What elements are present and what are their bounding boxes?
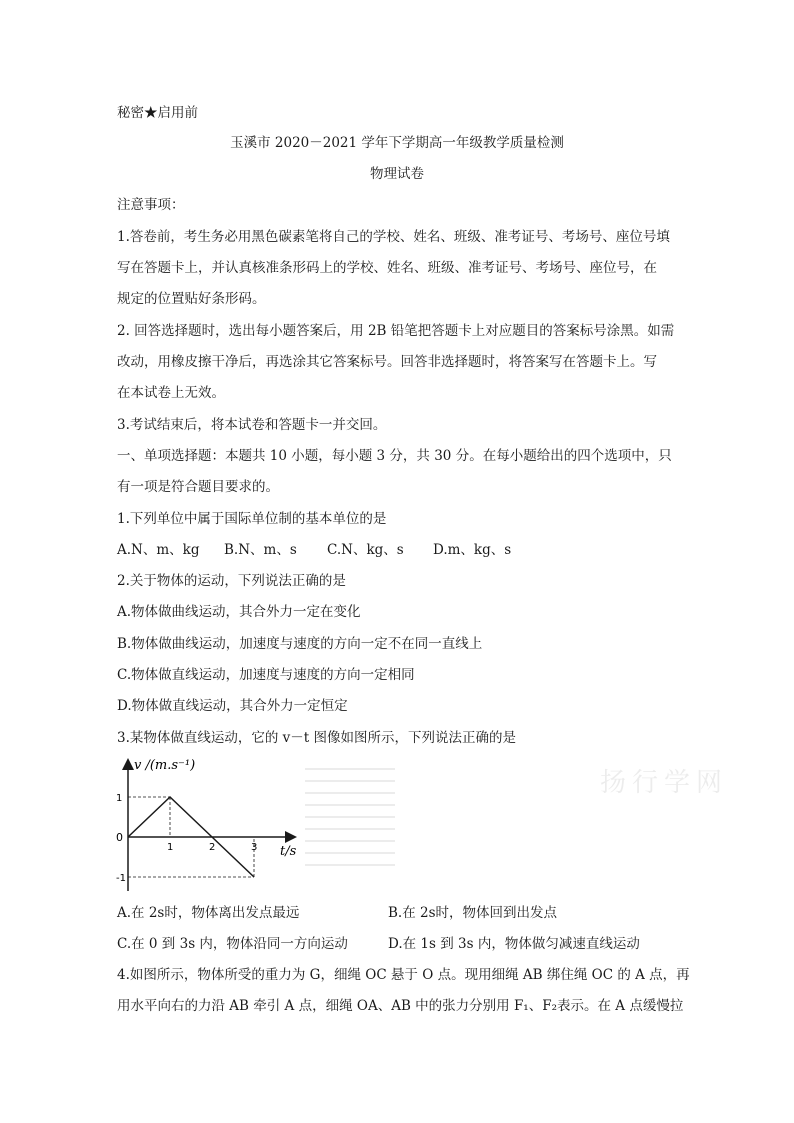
x-axis-label: t/s <box>280 844 297 859</box>
section-heading: 一、单项选择题：本题共 10 小题，每小题 3 分，共 30 分。在每小题给出的四个选项中，只 <box>117 448 672 464</box>
section-heading: 有一项是符合题目要求的。 <box>117 479 279 495</box>
q1-option-b: B.N、m、s <box>224 542 297 558</box>
x-tick-label: 3 <box>251 842 258 853</box>
notice-line: 规定的位置贴好条形码。 <box>117 291 266 307</box>
subject-title: 物理试卷 <box>370 166 424 182</box>
bleed-through <box>305 758 395 893</box>
q2-option-d: D.物体做直线运动，其合外力一定恒定 <box>117 698 348 714</box>
notice-line: 3.考试结束后，将本试卷和答题卡一并交回。 <box>117 417 387 433</box>
x-tick-label: 1 <box>167 842 174 853</box>
vt-graph <box>108 755 308 895</box>
q3-option-d: D.在 1s 到 3s 内，物体做匀减速直线运动 <box>388 936 640 952</box>
q1-option-a: A.N、m、kg <box>117 542 200 558</box>
q2-option-a: A.物体做曲线运动，其合外力一定在变化 <box>117 604 361 620</box>
notice-line: 1.答卷前，考生务必用黑色碳素笔将自己的学校、姓名、班级、准考证号、考场号、座位号填 <box>117 229 670 245</box>
tick-labels <box>116 793 257 884</box>
q1-option-c: C.N、kg、s <box>327 542 404 558</box>
y-tick-label: 1 <box>116 793 123 804</box>
q2-option-b: B.物体做曲线运动，加速度与速度的方向一定不在同一直线上 <box>117 636 483 652</box>
q2-option-c: C.物体做直线运动，加速度与速度的方向一定相同 <box>117 667 415 683</box>
y-axis-label: v /(m.s⁻¹) <box>134 758 196 773</box>
q2-stem: 2.关于物体的运动，下列说法正确的是 <box>117 573 346 589</box>
origin-label: 0 <box>116 831 123 844</box>
notice-line: 在本试卷上无效。 <box>117 385 225 401</box>
y-tick-label: -1 <box>116 873 126 884</box>
watermark: 扬行学网 <box>600 768 729 798</box>
q4-stem-line: 用水平向右的力沿 AB 牵引 A 点，细绳 OA、AB 中的张力分别用 F₁、F₂表示。在 A 点缓慢拉 <box>117 998 684 1014</box>
q1-stem: 1.下列单位中属于国际单位制的基本单位的是 <box>117 511 387 527</box>
secret-label: 秘密★启用前 <box>117 105 198 121</box>
exam-title: 玉溪市 2020－2021 学年下学期高一年级教学质量检测 <box>230 135 564 151</box>
notice-line: 写在答题卡上，并认真核准条形码上的学校、姓名、班级、准考证号、考场号、座位号，在 <box>117 260 657 276</box>
q1-option-d: D.m、kg、s <box>433 542 512 558</box>
q4-stem-line: 4.如图所示，物体所受的重力为 G，细绳 OC 悬于 O 点。现用细绳 AB 绑住绳 OC 的 A 点，再 <box>117 967 690 983</box>
notice-line: 改动，用橡皮擦干净后，再选涂其它答案标号。回答非选择题时，将答案写在答题卡上。写 <box>117 354 657 370</box>
q3-option-c: C.在 0 到 3s 内，物体沿同一方向运动 <box>117 936 348 952</box>
q3-option-b: B.在 2s时，物体回到出发点 <box>388 905 558 921</box>
x-tick-label: 2 <box>209 842 216 853</box>
notice-line: 2. 回答选择题时，选出每小题答案后，用 2B 铅笔把答题卡上对应题目的答案标号涂黑。如需 <box>117 323 675 339</box>
notice-heading: 注意事项： <box>117 197 185 213</box>
q3-stem: 3.某物体做直线运动，它的 v－t 图像如图所示，下列说法正确的是 <box>117 730 517 746</box>
q3-option-a: A.在 2s时，物体离出发点最远 <box>117 905 300 921</box>
